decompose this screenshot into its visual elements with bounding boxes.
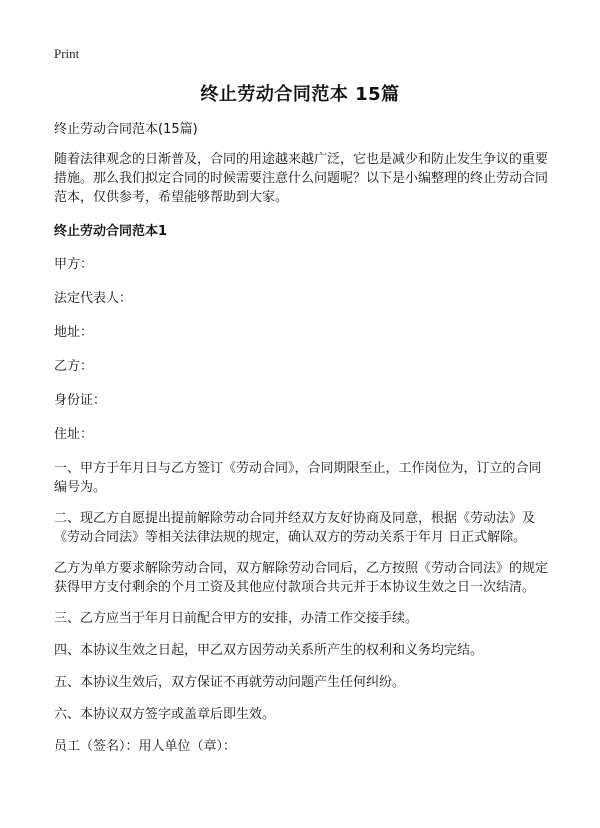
field-address: 地址： [54, 325, 94, 340]
clause-5: 五、本协议生效后，双方保证不再就劳动问题产生任何纠纷。 [54, 675, 406, 690]
page-title: 终止劳动合同范本 15篇 [200, 84, 400, 105]
clause-2-continuation: 乙方为单方要求解除劳动合同，双方解除劳动合同后，乙方按照《劳动合同法》的规定获得甲方支付剩余的个月工资及其他应付款项合共元并于本协议生效之日一次结清。 [54, 561, 549, 595]
section-heading: 终止劳动合同范本1 [54, 224, 168, 239]
clause-4: 四、本协议生效之日起，甲乙双方因劳动关系所产生的权利和义务均完结。 [54, 643, 484, 658]
field-residence: 住址： [54, 427, 94, 442]
document-subtitle: 终止劳动合同范本(15篇) [54, 122, 198, 137]
clause-6: 六、本协议双方签字或盖章后即生效。 [54, 707, 276, 722]
signature-line: 员工（签名）：用人单位（章）： [54, 739, 237, 754]
print-link[interactable]: Print [54, 46, 80, 61]
field-party-a: 甲方： [54, 257, 94, 272]
clause-1: 一、甲方于年月日与乙方签订《劳动合同》，合同期限至止，工作岗位为，订立的合同编号为。 [54, 461, 542, 495]
clause-3: 三、乙方应当于年月日前配合甲方的安排，办清工作交接手续。 [54, 611, 419, 626]
field-id-card: 身份证： [54, 393, 107, 408]
clause-2: 二、现乙方自愿提出提前解除劳动合同并经双方友好协商及同意，根据《劳动法》及《劳动合同法》等相关法律法规的规定，确认双方的劳动关系于年月 日正式解除。 [54, 511, 536, 545]
intro-paragraph: 随着法律观念的日渐普及，合同的用途越来越广泛，它也是减少和防止发生争议的重要措施。那么我们拟定合同的时候需要注意什么问题呢？以下是小编整理的终止劳动合同范本，仅供参考，希望能够帮助到大家。 [54, 152, 549, 205]
document-body [54, 120, 554, 769]
field-party-b: 乙方： [54, 359, 94, 374]
field-legal-representative: 法定代表人： [54, 291, 133, 306]
